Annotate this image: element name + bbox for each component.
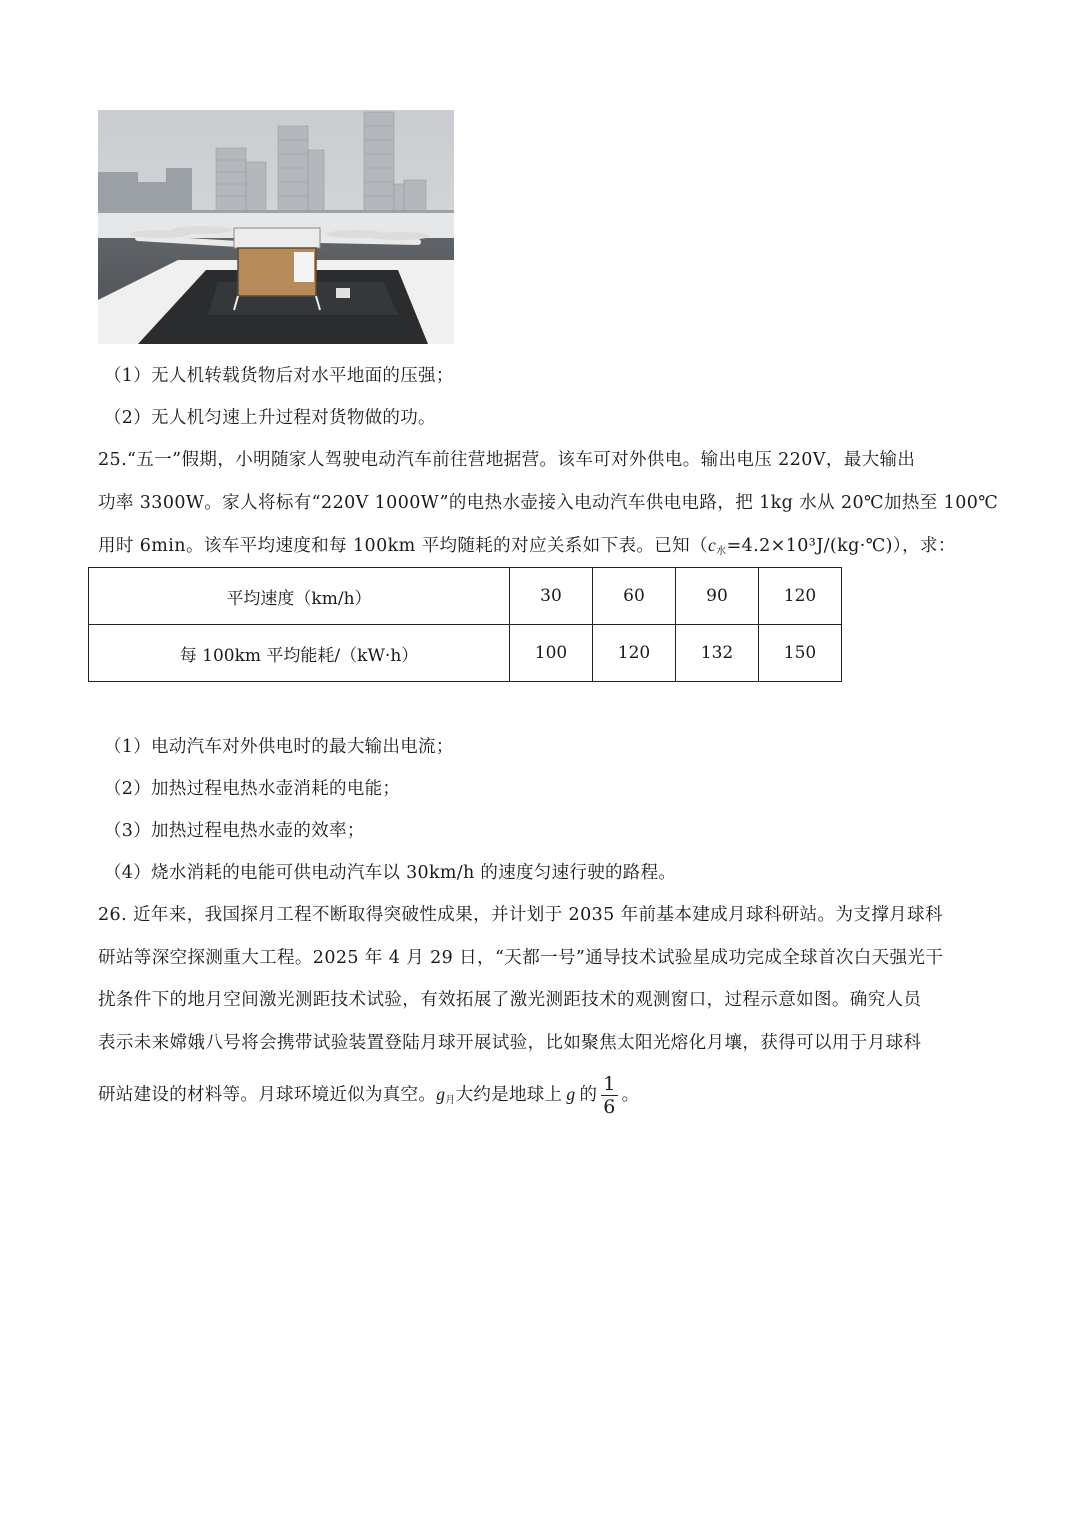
speed-energy-table xyxy=(88,567,842,682)
table-cell: 30 xyxy=(510,568,593,625)
water-subscript: 水 xyxy=(716,546,727,557)
g-earth-symbol: g xyxy=(566,1084,576,1104)
q25-text xyxy=(98,439,999,567)
q25-sub-2: （2）加热过程电热水壶消耗的电能； xyxy=(104,779,401,799)
q26-line: 26. 近年来，我国探月工程不断取得突破性成果，并计划于 2035 年前基本建成月球科研站。为支撑月球科 xyxy=(98,905,943,925)
table-cell: 120 xyxy=(593,625,676,682)
g-moon-symbol: g xyxy=(436,1084,446,1104)
table-cell: 60 xyxy=(593,568,676,625)
table-row xyxy=(89,625,842,682)
q26-line: 扰条件下的地月空间激光测距技术试验，有效拓展了激光测距技术的观测窗口，过程示意如图。确究人员 xyxy=(98,990,922,1010)
drone-photo xyxy=(98,110,454,344)
q26-line: 表示未来嫦娥八号将会携带试验装置登陆月球开展试验，比如聚焦太阳光熔化月壤，获得可以用于月球科 xyxy=(98,1032,922,1053)
table-row-header: 每 100km 平均能耗/（kW·h） xyxy=(89,625,510,682)
q26-last-line: 研站建设的材料等。月球环境近似为真空。$g_月$大约是地球上 g 的 $\frac{1}{6}$ 。 xyxy=(98,1073,640,1118)
q25-sub-1: （1）电动汽车对外供电时的最大输出电流； xyxy=(104,737,454,757)
table-cell: 100 xyxy=(510,625,593,682)
q24-sub-2: （2）无人机匀速上升过程对货物做的功。 xyxy=(104,408,436,428)
q24-sub-1: （1）无人机转载货物后对水平地面的压强； xyxy=(104,366,454,386)
q25-line: 功率 3300W。家人将标有“220V 1000W”的电热水壶接入电动汽车供电电路，把 1kg 水从 20℃加热至 100℃ xyxy=(98,492,999,513)
table-cell: 132 xyxy=(676,625,759,682)
q26-line: 研站等深空探测重大工程。2025 年 4 月 29 日，“天都一号”通导技术试验星成功完成全球首次白天强光干 xyxy=(98,947,944,968)
q25-sub-3: （3）加热过程电热水壶的效率； xyxy=(104,821,365,841)
table-cell: 150 xyxy=(759,625,842,682)
q25-sub-4: （4）烧水消耗的电能可供电动汽车以 30km/h 的速度匀速行驶的路程。 xyxy=(104,863,677,883)
q26-text xyxy=(98,894,982,1064)
table-row-header: 平均速度（km/h） xyxy=(89,568,510,625)
q25-line: 25.“五一”假期，小明随家人驾驶电动汽车前往营地据营。该车可对外供电。输出电压 220V，最大输出 xyxy=(98,450,916,470)
moon-subscript: 月 xyxy=(445,1095,456,1106)
table-row xyxy=(89,568,842,625)
table-cell: 120 xyxy=(759,568,842,625)
specific-heat-symbol: c xyxy=(707,535,717,555)
one-sixth-fraction: $\frac{1}{6}$ xyxy=(603,1073,616,1118)
table-cell: 90 xyxy=(676,568,759,625)
q25-line: 用时 6min。该车平均速度和每 100km 平均随耗的对应关系如下表。已知$(c_水=4.2\times 10^3J/(kg\cdot℃))$，求： xyxy=(98,535,956,557)
